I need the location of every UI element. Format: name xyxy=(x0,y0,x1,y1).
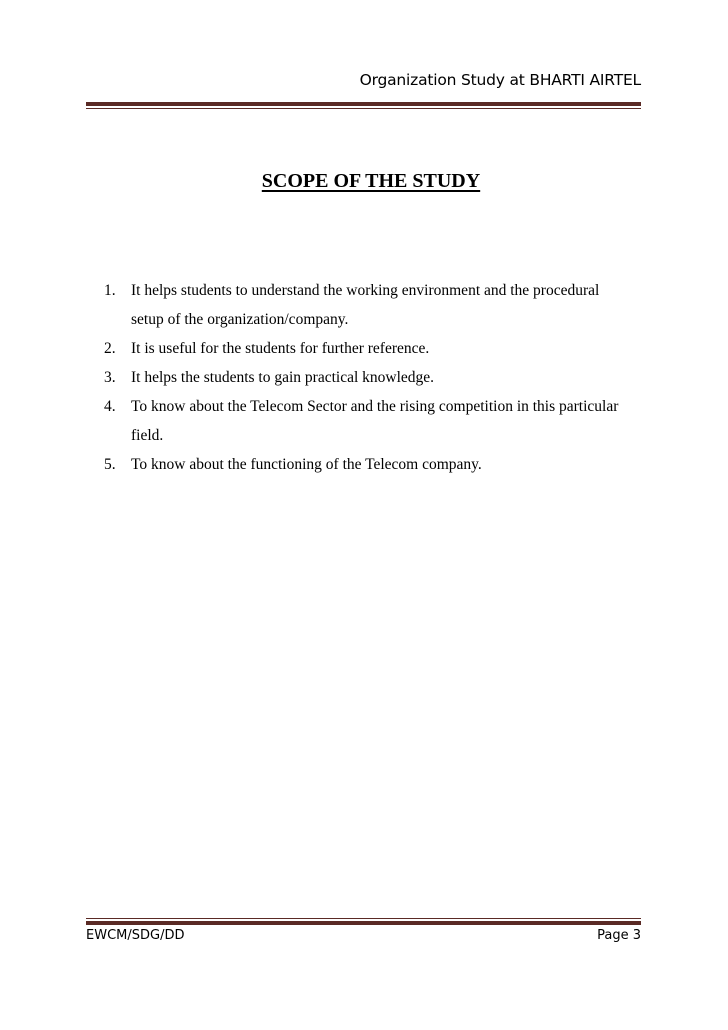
footer-rule-thick xyxy=(86,921,641,925)
list-item xyxy=(104,276,624,334)
list-item-text: It helps the students to gain practical knowledge. xyxy=(131,369,435,386)
list-item-text: It is useful for the students for further reference. xyxy=(131,340,430,357)
footer-document-code: EWCM/SDG/DD xyxy=(86,928,185,943)
list-item-number: 2. xyxy=(104,340,116,357)
scope-list xyxy=(104,276,624,479)
list-item xyxy=(104,363,624,392)
list-item xyxy=(104,450,624,479)
footer-rule-thin xyxy=(86,918,641,919)
footer-page-number: Page 3 xyxy=(597,928,641,943)
header-title: Organization Study at BHARTI AIRTEL xyxy=(359,71,641,89)
list-item-text: To know about the functioning of the Telecom company. xyxy=(131,456,482,473)
page-heading xyxy=(0,170,728,193)
list-item-number: 3. xyxy=(104,369,116,386)
page-heading-text: SCOPE OF THE STUDY xyxy=(261,170,481,192)
list-item xyxy=(104,334,624,363)
list-item-number: 1. xyxy=(104,282,116,299)
list-item-text: To know about the Telecom Sector and the rising competition in this particular field. xyxy=(131,398,619,444)
header-rule-thin xyxy=(86,108,641,109)
header-rule-thick xyxy=(86,102,641,106)
list-item-number: 5. xyxy=(104,456,116,473)
list-item xyxy=(104,392,624,450)
list-item-text: It helps students to understand the working environment and the procedural setup of the organization/company. xyxy=(131,282,600,328)
list-item-number: 4. xyxy=(104,398,116,415)
